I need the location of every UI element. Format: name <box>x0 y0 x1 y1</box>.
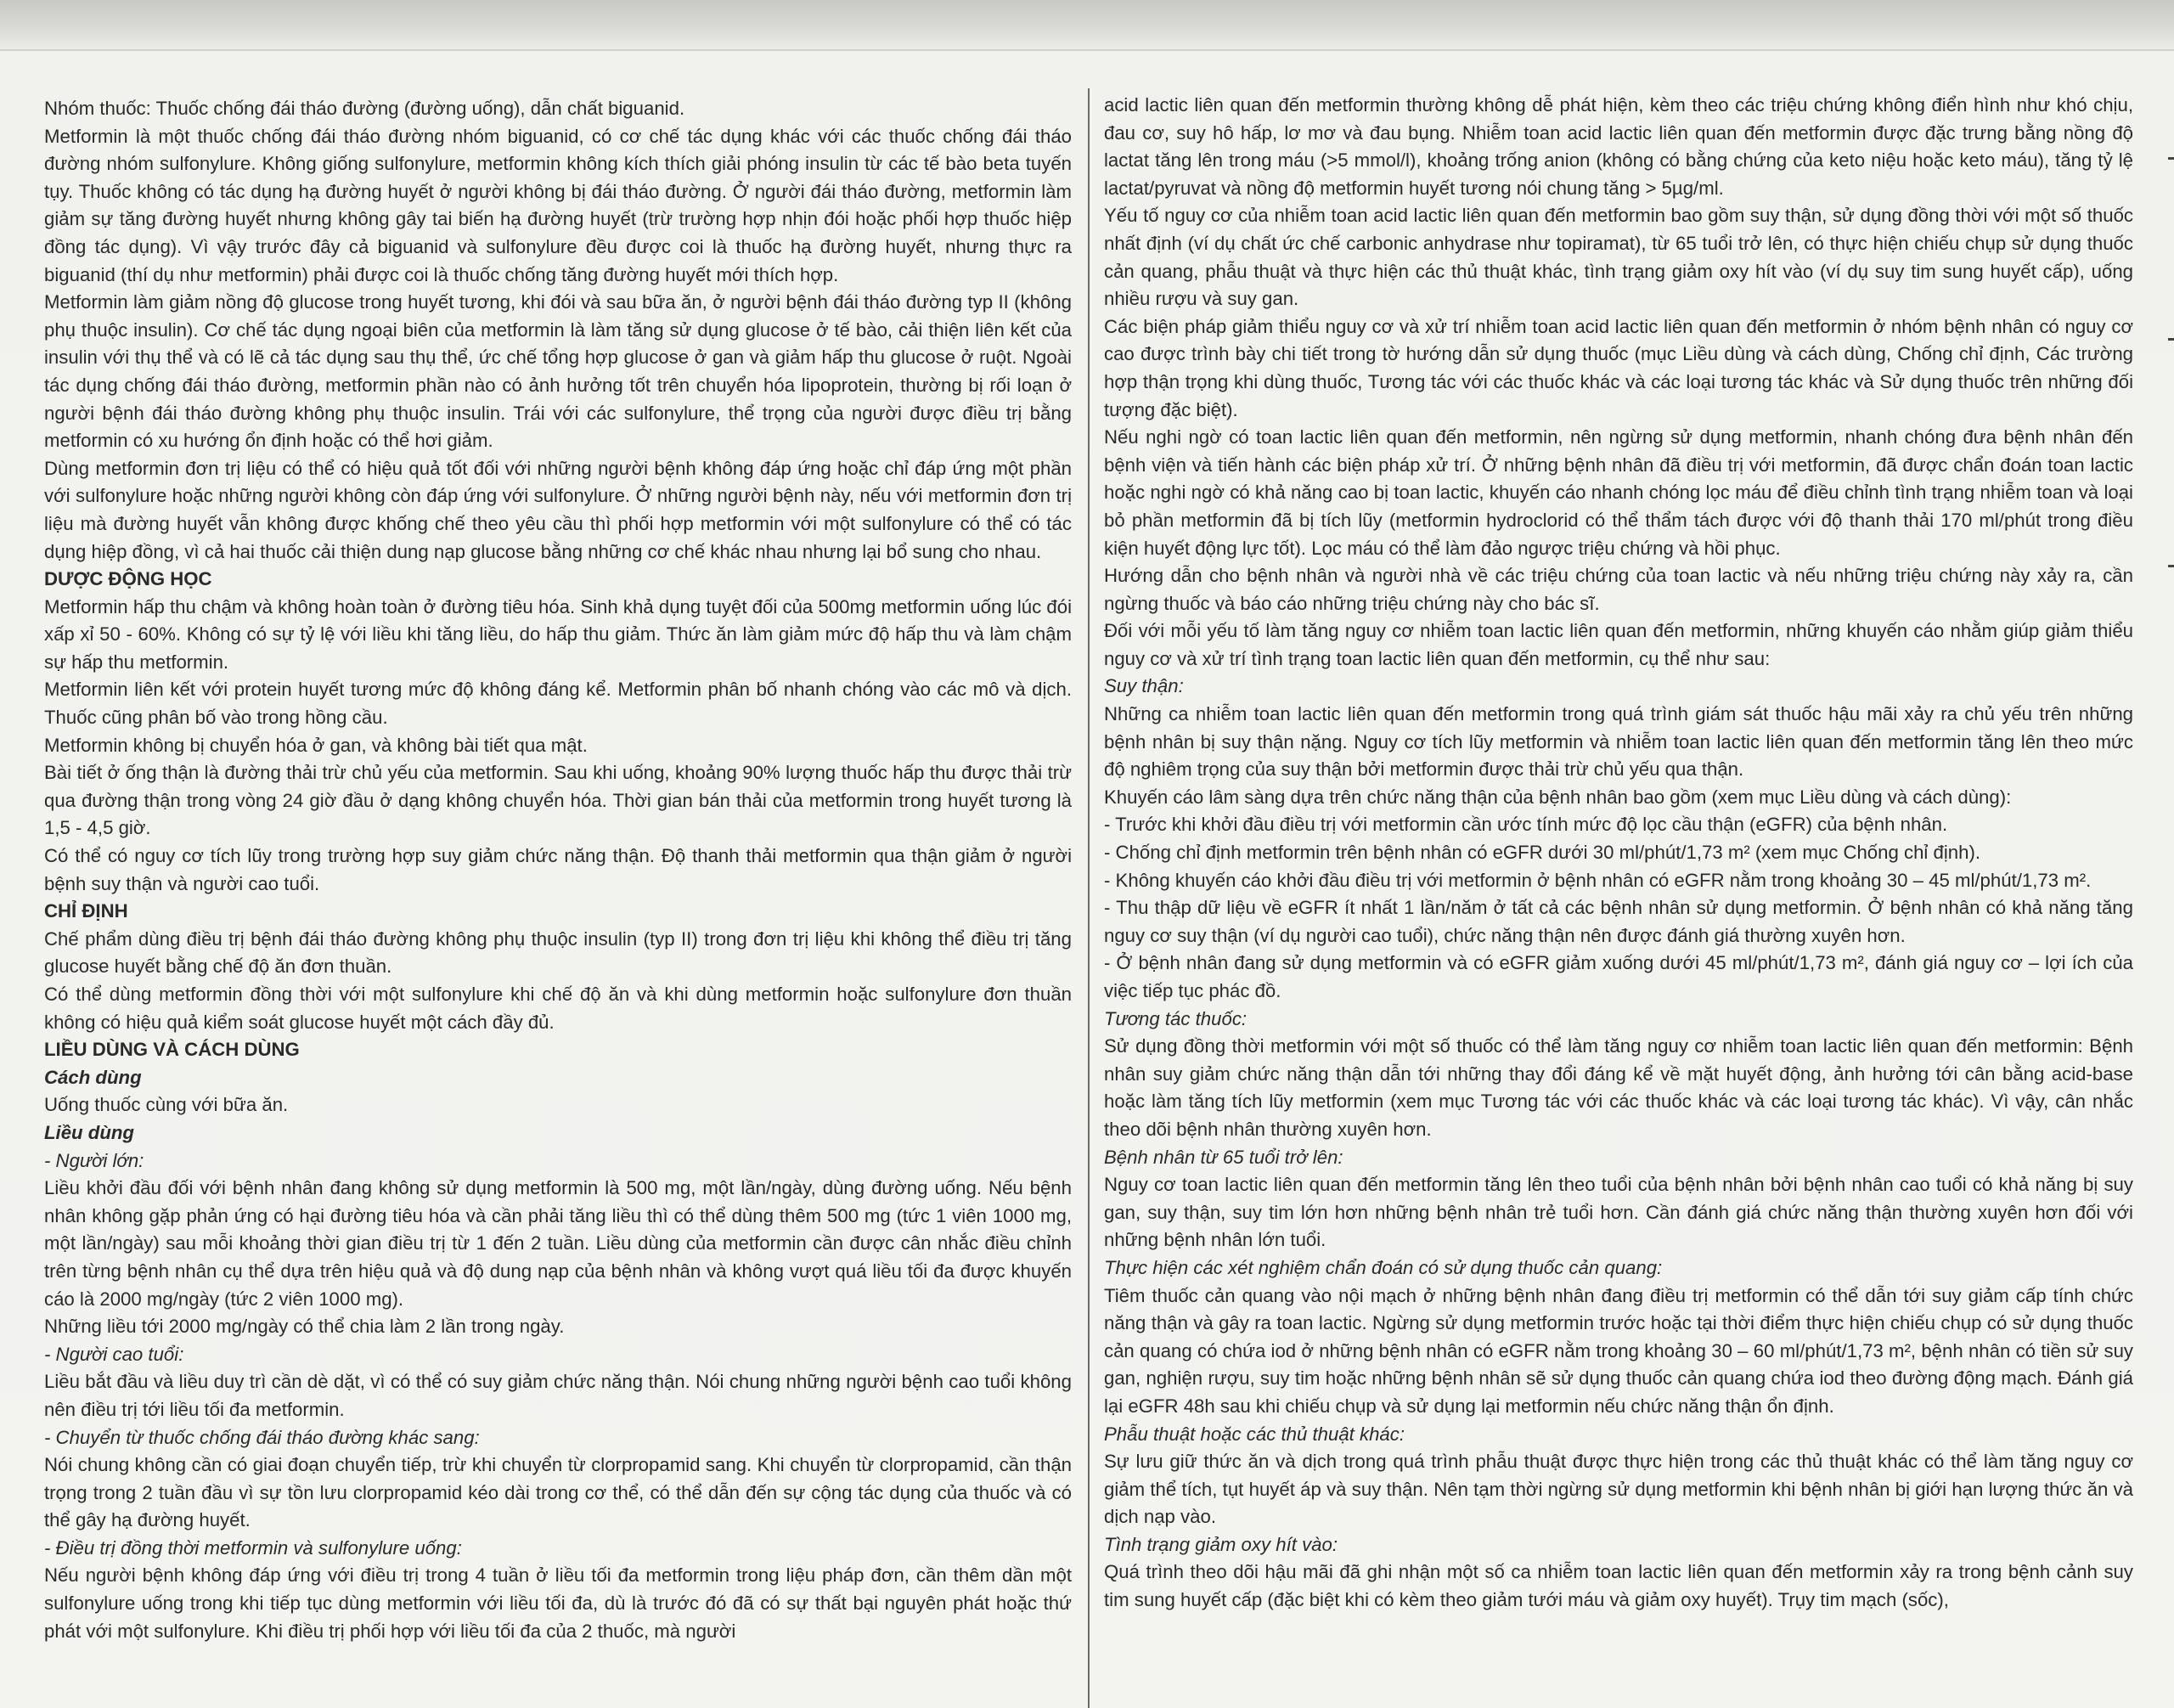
italic-subheading: Bệnh nhân từ 65 tuổi trở lên: <box>1104 1146 1343 1168</box>
paragraph: Metformin làm giảm nồng độ glucose trong huyết tương, khi đói và sau bữa ăn, ở người bệnh đái tháo đường typ II (không phụ thuộc insulin). Cơ chế tác dụng ngoại biên của metformin là làm tăng sử dụng glucose ở tế bào, cải thiện liên kết của insulin với thụ thể và có lẽ cả tác dụng sau thụ thể, ức chế tổng hợp glucose ở gan và giảm hấp thu glucose ở ruột. Ngoài tác dụng chống đái tháo đường, metformin phần nào có ảnh hưởng tốt trên chuyển hóa lipoprotein, thường bị rối loạn ở người bệnh đái tháo đường không phụ thuộc insulin. Trái với các sulfonylure, thể trọng của người được điều trị bằng metformin có xu hướng ổn định hoặc có thể hơi giảm. <box>44 291 1072 452</box>
paragraph: Metformin liên kết với protein huyết tương mức độ không đáng kể. Metformin phân bố nhanh chóng vào các mô và dịch. Thuốc cũng phân bố vào trong hồng cầu. <box>44 679 1072 729</box>
italic-subheading: Tương tác thuốc: <box>1104 1007 1248 1029</box>
paragraph: Tiêm thuốc cản quang vào nội mạch ở những bệnh nhân đang điều trị metformin có thể dẫn tới suy giảm cấp tính chức năng thận và gây ra toan lactic. Ngừng sử dụng metformin trước hoặc tại thời điểm thực hiện chiếu chụp có sử dụng thuốc cản quang có chứa iod ở những bệnh nhân có eGFR nằm trong khoảng 30 – 60 ml/phút/1,73 m², bệnh nhân có tiền sử suy gan, nghiện rượu, suy tim hoặc những bệnh nhân sẽ sử dụng thuốc cản quang chứa iod theo đường động mạch. Đánh giá lại eGFR 48h sau khi chiếu chụp và sử dụng lại metformin nếu chức năng thận ổn định. <box>1104 1284 2133 1417</box>
paragraph: Nguy cơ toan lactic liên quan đến metformin tăng lên theo tuổi của bệnh nhân bởi bệnh nhân cao tuổi có khả năng bị suy gan, suy thận, suy tim lớn hơn những bệnh nhân trẻ tuổi hơn. Cần đánh giá chức năng thận thường xuyên hơn đối với những bệnh nhân lớn tuổi. <box>1104 1174 2133 1251</box>
italic-subheading: Thực hiện các xét nghiệm chẩn đoán có sử dụng thuốc cản quang: <box>1104 1256 1663 1278</box>
paragraph: - Trước khi khởi đầu điều trị với metformin cần ước tính mức độ lọc cầu thận (eGFR) của bệnh nhân. <box>1104 814 1948 836</box>
paragraph: - Ở bệnh nhân đang sử dụng metformin và có eGFR giảm xuống dưới 45 ml/phút/1,73 m², đánh giá nguy cơ – lợi ích của việc tiếp tục phác đồ. <box>1104 952 2133 1001</box>
paragraph: Chế phẩm dùng điều trị bệnh đái tháo đường không phụ thuộc insulin (typ II) trong đơn trị liệu khi không thể điều trị tăng glucose huyết bằng chế độ ăn đơn thuần. <box>44 927 1072 978</box>
edge-mark <box>2168 338 2174 341</box>
subsection-heading: Cách dùng <box>44 1066 142 1088</box>
edge-mark <box>2168 565 2174 567</box>
italic-subheading: Phẫu thuật hoặc các thủ thuật khác: <box>1104 1423 1405 1445</box>
paragraph: Liều bắt đầu và liều duy trì cần dè dặt, vì có thể có suy giảm chức năng thận. Nói chung những người bệnh cao tuổi không nên điều trị tới liều tối đa metformin. <box>44 1371 1072 1420</box>
column-divider <box>1088 88 1090 1708</box>
section-heading: LIỀU DÙNG VÀ CÁCH DÙNG <box>44 1039 300 1061</box>
paragraph: Bài tiết ở ống thận là đường thải trừ chủ yếu của metformin. Sau khi uống, khoảng 90% lượng thuốc hấp thu được thải trừ qua đường thận trong vòng 24 giờ đầu ở dạng không chuyển hóa. Thời gian bán thải của metformin trong huyết tương là 1,5 - 4,5 giờ. <box>44 762 1072 839</box>
left-column <box>44 95 1072 1708</box>
paragraph: Sử dụng đồng thời metformin với một số thuốc có thể làm tăng nguy cơ nhiễm toan lactic liên quan đến metformin: Bệnh nhân suy giảm chức năng thận dẫn tới những thay đổi đáng kể về mặt huyết động, ảnh hưởng tới cân bằng acid-base hoặc làm tăng tích lũy metformin (xem mục Tương tác với các thuốc khác và các loại tương tác khác). Vì vậy, cân nhắc theo dõi bệnh nhân thường xuyên hơn. <box>1104 1035 2133 1140</box>
paragraph: Sự lưu giữ thức ăn và dịch trong quá trình phẫu thuật được thực hiện trong các thủ thuật khác có thể làm tăng nguy cơ giảm thể tích, tụt huyết áp và suy thận. Nên tạm thời ngừng sử dụng metformin khi bệnh nhân bị giới hạn lượng thức ăn và dịch nạp vào. <box>1104 1451 2133 1528</box>
paragraph: Yếu tố nguy cơ của nhiễm toan acid lactic liên quan đến metformin bao gồm suy thận, sử dụng đồng thời với một số thuốc nhất định (ví dụ chất ức chế carbonic anhydrase như topiramat), từ 65 tuổi trở lên, có thực hiện chiếu chụp sử dụng thuốc cản quang, phẫu thuật và thực hiện các thủ thuật khác, tình trạng giảm oxy hít vào (ví dụ suy tim sung huyết cấp), uống nhiều rượu và suy gan. <box>1104 205 2133 310</box>
section-heading: DƯỢC ĐỘNG HỌC <box>44 568 212 590</box>
paragraph: Quá trình theo dõi hậu mãi đã ghi nhận một số ca nhiễm toan lactic liên quan đến metformin xảy ra trong bệnh cảnh suy tim sung huyết cấp (đặc biệt khi có kèm theo giảm tưới máu và giảm oxy huyết). Trụy tim mạch (sốc), <box>1104 1561 2133 1611</box>
paragraph: Có thể dùng metformin đồng thời với một sulfonylure khi chế độ ăn và khi dùng metformin hoặc sulfonylure đơn thuần không có hiệu quả kiểm soát glucose huyết một cách đầy đủ. <box>44 984 1072 1033</box>
italic-subheading: - Điều trị đồng thời metformin và sulfonylure uống: <box>44 1536 462 1559</box>
paragraph: Dùng metformin đơn trị liệu có thể có hiệu quả tốt đối với những người bệnh không đáp ứng hoặc chỉ đáp ứng một phần với sulfonylure hoặc những người không còn đáp ứng với sulfonylure. Ở những người bệnh này, nếu với metformin đơn trị liệu mà đường huyết vẫn không được khống chế theo yêu cầu thì phối hợp metformin với một sulfonylure có thể có tác dụng hiệp đồng, vì cả hai thuốc cải thiện dung nạp glucose bằng những cơ chế khác nhau nhưng lại bổ sung cho nhau. <box>44 457 1072 562</box>
paragraph: Metformin là một thuốc chống đái tháo đường nhóm biguanid, có cơ chế tác dụng khác với các thuốc chống đái tháo đường nhóm sulfonylure. Không giống sulfonylure, metformin không kích thích giải phóng insulin từ các tế bào beta tuyến tụy. Thuốc không có tác dụng hạ đường huyết ở người không bị đái tháo đường. Ở người đái tháo đường, metformin làm giảm sự tăng đường huyết nhưng không gây tai biến hạ đường huyết (trừ trường hợp nhịn đói hoặc phối hợp thuốc hiệp đồng tác dụng). Vì vậy trước đây cả biguanid và sulfonylure đều được coi là thuốc hạ đường huyết, nhưng thực ra biguanid (thí dụ như metformin) phải được coi là thuốc chống tăng đường huyết mới thích hợp. <box>44 125 1072 285</box>
paragraph: - Không khuyến cáo khởi đầu điều trị với metformin ở bệnh nhân có eGFR nằm trong khoảng 30 – 45 ml/phút/1,73 m². <box>1104 869 2092 891</box>
subsection-heading: Liều dùng <box>44 1121 134 1143</box>
paragraph: Các biện pháp giảm thiểu nguy cơ và xử trí nhiễm toan acid lactic liên quan đến metformin ở nhóm bệnh nhân có nguy cơ cao được trình bày chi tiết trong tờ hướng dẫn sử dụng thuốc (mục Liều dùng và cách dùng, Chống chỉ định, Các trường hợp thận trọng khi dùng thuốc, Tương tác với các thuốc khác và các loại tương tác khác và Sử dụng thuốc trên những đối tượng đặc biệt). <box>1104 315 2133 420</box>
paragraph: acid lactic liên quan đến metformin thường không dễ phát hiện, kèm theo các triệu chứng không điển hình như khó chịu, đau cơ, suy hô hấp, lơ mơ và đau bụng. Nhiễm toan acid lactic liên quan đến metformin được đặc trưng bằng nồng độ lactat tăng lên trong máu (>5 mmol/l), khoảng trống anion (không có bằng chứng của keto niệu hoặc keto máu), tăng tỷ lệ lactat/pyruvat và nồng độ metformin huyết tương nói chung tăng > 5µg/ml. <box>1104 94 2133 199</box>
italic-subheading: - Người lớn: <box>44 1149 144 1171</box>
paragraph: Nói chung không cần có giai đoạn chuyển tiếp, trừ khi chuyển từ clorpropamid sang. Khi chuyển từ clorpropamid, cần thận trọng trong 2 tuần đầu vì sự tồn lưu clorpropamid kéo dài trong cơ thể, có thể dẫn đến sự cộng tác dụng của thuốc và có thể gây hạ đường huyết. <box>44 1454 1072 1531</box>
paragraph: Nếu người bệnh không đáp ứng với điều trị trong 4 tuần ở liều tối đa metformin trong liệu pháp đơn, cần thêm dần một sulfonylure uống trong khi tiếp tục dùng metformin với liều tối đa, dù là trước đó đã có sự thất bại nguyên phát hoặc thứ phát với một sulfonylure. Khi điều trị phối hợp với liều tối đa của 2 thuốc, mà người <box>44 1564 1072 1642</box>
italic-subheading: Suy thận: <box>1104 675 1184 697</box>
right-column <box>1104 92 2133 1705</box>
paragraph: Đối với mỗi yếu tố làm tăng nguy cơ nhiễm toan lactic liên quan đến metformin, những khuyến cáo nhằm giúp giảm thiểu nguy cơ và xử trí tình trạng toan lactic liên quan đến metformin, cụ thể như sau: <box>1104 620 2133 669</box>
paragraph: Có thể có nguy cơ tích lũy trong trường hợp suy giảm chức năng thận. Độ thanh thải metformin qua thận giảm ở người bệnh suy thận và người cao tuổi. <box>44 845 1072 894</box>
paragraph: - Chống chỉ định metformin trên bệnh nhân có eGFR dưới 30 ml/phút/1,73 m² (xem mục Chống chỉ định). <box>1104 842 1981 864</box>
edge-mark <box>2168 157 2174 160</box>
italic-subheading: - Chuyển từ thuốc chống đái tháo đường khác sang: <box>44 1426 480 1448</box>
paragraph: Nhóm thuốc: Thuốc chống đái tháo đường (đường uống), dẫn chất biguanid. <box>44 98 685 119</box>
page-top-edge <box>0 0 2174 51</box>
paragraph: Những ca nhiễm toan lactic liên quan đến metformin trong quá trình giám sát thuốc hậu mãi xảy ra chủ yếu trên những bệnh nhân bị suy thận nặng. Nguy cơ tích lũy metformin và nhiễm toan lactic liên quan đến metformin tăng lên theo mức độ nghiêm trọng của suy thận bởi metformin được thải trừ chủ yếu qua thận. <box>1104 703 2133 781</box>
paragraph: Nếu nghi ngờ có toan lactic liên quan đến metformin, nên ngừng sử dụng metformin, nhanh chóng đưa bệnh nhân đến bệnh viện và tiến hành các biện pháp xử trí. Ở những bệnh nhân đã điều trị với metformin, đã được chẩn đoán toan lactic hoặc nghi ngờ có khả năng cao bị toan lactic, khuyến cáo nhanh chóng lọc máu để điều chỉnh tình trạng nhiễm toan và loại bỏ phần metformin đã bị tích lũy (metformin hydroclorid có thể thẩm tách được với độ thanh thải 170 ml/phút trong điều kiện huyết động lực tốt). Lọc máu có thể làm đảo ngược triệu chứng và hồi phục. <box>1104 426 2133 559</box>
paragraph: Uống thuốc cùng với bữa ăn. <box>44 1094 289 1116</box>
paragraph: Metformin không bị chuyển hóa ở gan, và không bài tiết qua mật. <box>44 734 588 756</box>
italic-subheading: - Người cao tuổi: <box>44 1343 184 1365</box>
paragraph: Metformin hấp thu chậm và không hoàn toàn ở đường tiêu hóa. Sinh khả dụng tuyệt đối của 500mg metformin uống lúc đói xấp xỉ 50 - 60%. Không có sự tỷ lệ với liều khi tăng liều, do hấp thu giảm. Thức ăn làm giảm mức độ hấp thu và làm chậm sự hấp thu metformin. <box>44 595 1072 673</box>
section-heading: CHỈ ĐỊNH <box>44 900 128 922</box>
paragraph: Liều khởi đầu đối với bệnh nhân đang không sử dụng metformin là 500 mg, một lần/ngày, dùng đường uống. Nếu bệnh nhân không gặp phản ứng có hại đường tiêu hóa và cần phải tăng liều thì có thể dùng thêm 500 mg (tức 1 viên 1000 mg, một lần/ngày) sau mỗi khoảng thời gian điều trị từ 1 đến 2 tuần. Liều dùng của metformin cần được cân nhắc điều chỉnh trên từng bệnh nhân cụ thể dựa trên hiệu quả và độ dung nạp của bệnh nhân và không vượt quá liều tối đa được khuyến cáo là 2000 mg/ngày (tức 2 viên 1000 mg). <box>44 1177 1072 1310</box>
italic-subheading: Tình trạng giảm oxy hít vào: <box>1104 1533 1338 1555</box>
paragraph: Hướng dẫn cho bệnh nhân và người nhà về các triệu chứng của toan lactic và nếu những triệu chứng này xảy ra, cần ngừng thuốc và báo cáo những triệu chứng này cho bác sĩ. <box>1104 565 2133 614</box>
paragraph: Khuyến cáo lâm sàng dựa trên chức năng thận của bệnh nhân bao gồm (xem mục Liều dùng và cách dùng): <box>1104 786 2012 808</box>
paragraph: Những liều tới 2000 mg/ngày có thể chia làm 2 lần trong ngày. <box>44 1316 565 1338</box>
paragraph: - Thu thập dữ liệu về eGFR ít nhất 1 lần/năm ở tất cả các bệnh nhân sử dụng metformin. Ở bệnh nhân có khả năng tăng nguy cơ suy thận (ví dụ người cao tuổi), chức năng thận nên được đánh giá thường xuyên hơn. <box>1104 897 2133 946</box>
